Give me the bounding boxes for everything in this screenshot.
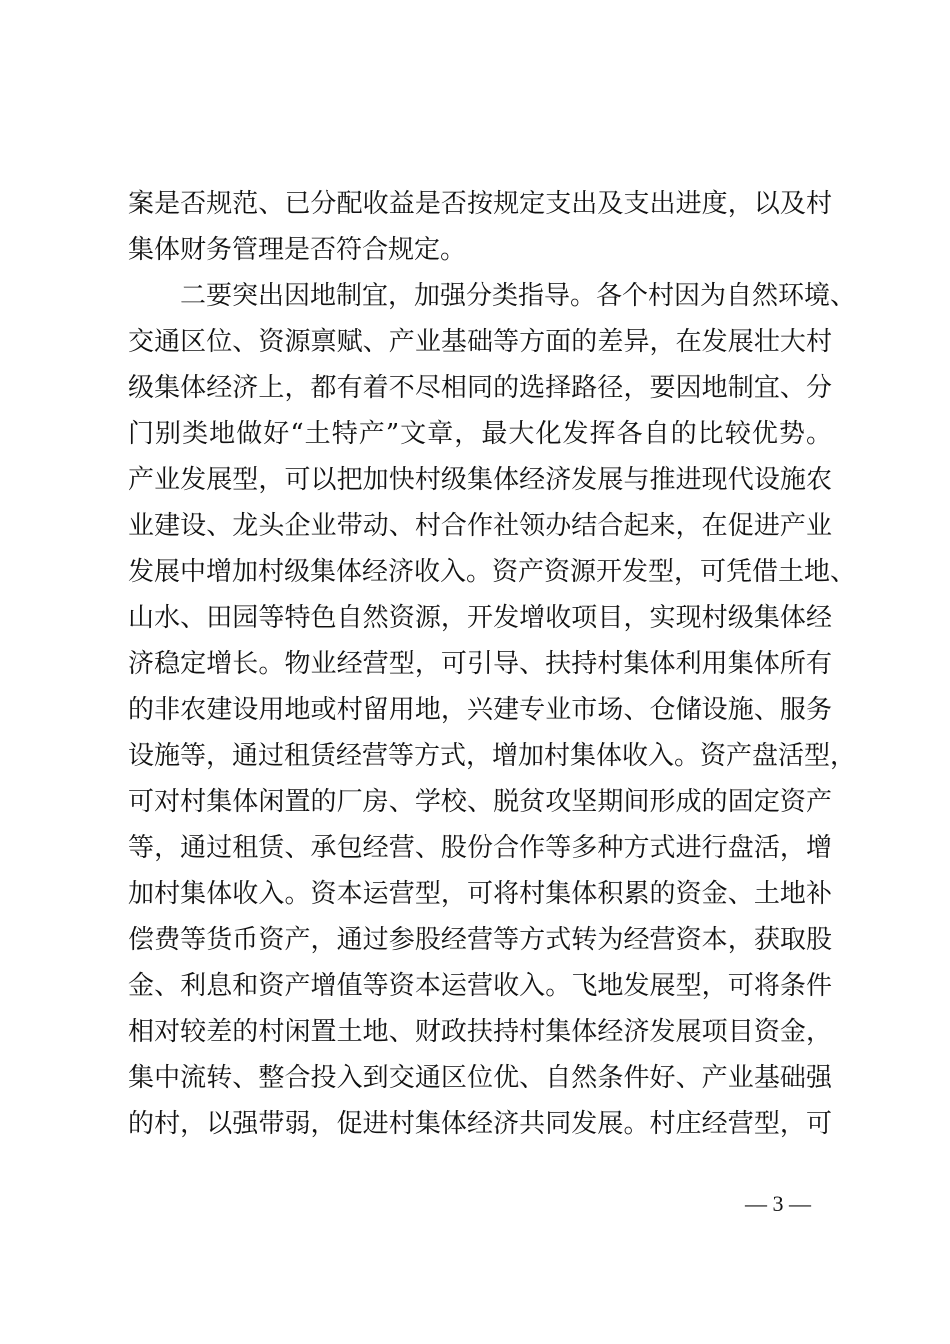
paragraph-line: 的村，以强带弱，促进村集体经济共同发展。村庄经营型，可 (128, 1109, 832, 1139)
paragraph-line: 案是否规范、已分配收益是否按规定支出及支出进度，以及村 (128, 189, 832, 219)
paragraph-line: 的非农建设用地或村留用地，兴建专业市场、仓储设施、服务 (128, 695, 832, 725)
paragraph-line: 金、利息和资产增值等资本运营收入。飞地发展型，可将条件 (128, 971, 832, 1001)
paragraph-line: 济稳定增长。物业经营型，可引导、扶持村集体利用集体所有 (128, 649, 832, 679)
paragraph-line: 集体财务管理是否符合规定。 (128, 235, 467, 265)
paragraph-line: 二要突出因地制宜，加强分类指导。各个村因为自然环境、 (180, 281, 857, 311)
paragraph-line: 加村集体收入。资本运营型，可将村集体积累的资金、土地补 (128, 879, 832, 909)
paragraph-line: 交通区位、资源禀赋、产业基础等方面的差异，在发展壮大村 (128, 327, 832, 357)
paragraph-line: 偿费等货币资产，通过参股经营等方式转为经营资本，获取股 (128, 925, 832, 955)
paragraph-line: 发展中增加村级集体经济收入。资产资源开发型，可凭借土地、 (128, 557, 857, 587)
page-number: — 3 — (745, 1191, 811, 1216)
paragraph-line: 设施等，通过租赁经营等方式，增加村集体收入。资产盘活型， (128, 741, 857, 771)
paragraph-line: 可对村集体闲置的厂房、学校、脱贫攻坚期间形成的固定资产 (128, 787, 832, 817)
paragraph-line: 产业发展型，可以把加快村级集体经济发展与推进现代设施农 (128, 465, 832, 495)
paragraph-line: 等，通过租赁、承包经营、股份合作等多种方式进行盘活，增 (128, 833, 832, 863)
paragraph-line: 集中流转、整合投入到交通区位优、自然条件好、产业基础强 (128, 1063, 832, 1093)
document-body (128, 181, 857, 1147)
paragraph-line: 业建设、龙头企业带动、村合作社领办结合起来，在促进产业 (128, 511, 832, 541)
paragraph-line: 相对较差的村闲置土地、财政扶持村集体经济发展项目资金， (128, 1017, 832, 1047)
paragraph-line: 山水、田园等特色自然资源，开发增收项目，实现村级集体经 (128, 603, 832, 633)
paragraph-line: 级集体经济上，都有着不尽相同的选择路径，要因地制宜、分 (128, 373, 832, 403)
paragraph-line: 门别类地做好“土特产”文章，最大化发挥各自的比较优势。 (128, 419, 832, 449)
